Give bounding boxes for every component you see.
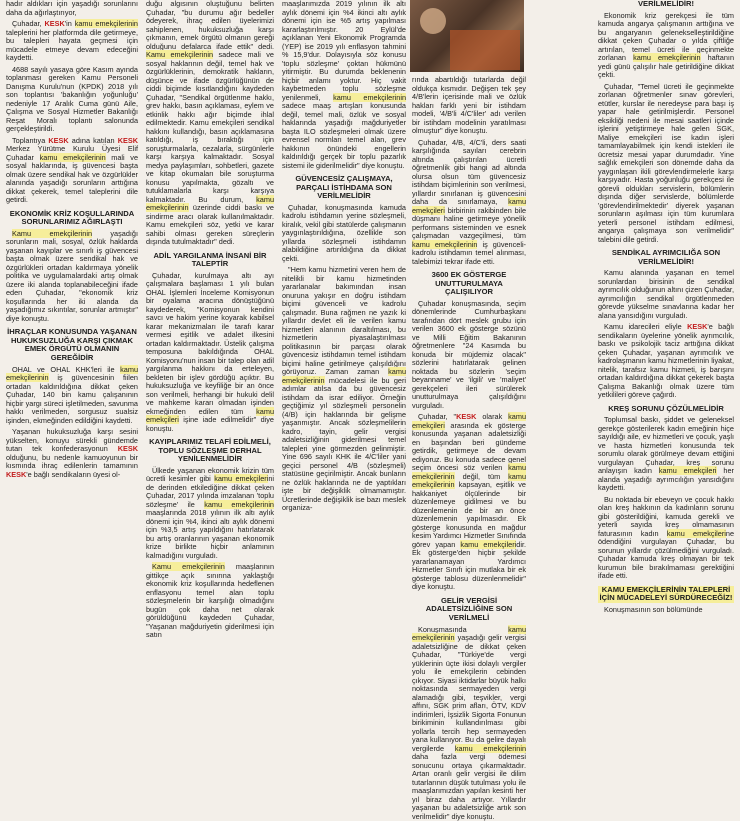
paragraph: Ülkede yaşanan ekonomik krizin tüm ücretli kesimler gibi kamu emekçilerini de derinden etkilediğine dikkat çeken Çuhadar, 2017 yılında imzalanan 'toplu sözleşme' ile kamu emekçilerinin maaşlarında 2018 yılının ilk altı aylık dönemi için %4, ikinci altı aylık dönemi için %3,5 artış yapıldığını hatırlatarak bu artış oranlarının yaşanan ekonomik krize birlikte hiçbir anlamının kalmadığını vurguladı. xyxy=(146,465,274,560)
paragraph: rında abartıldığı tutarlarda değil oldukça kısmıdır. Değişen tek şey 4/B'lerin içerisinde mali ve özlük hakları farklı yeni bir istihdam modeli, '4/B'li 4/C'liler' adı verilen bir istihdam modelinin yaratılması olmuştur" diye konuştu. xyxy=(412,75,526,135)
paragraph: duğu algısının oluştuğunu belirten Çuhadar, "bu durumu ağır bedeller ödeyerek, ihraç edilen üyelerimizi sahiplenen, hukuksuzluğa karşı çıkmanın, emek örgütü olmanın gereği olduğunu defalarca ifade ettik" dedi. Kamu emekçilerinin sadece mali ve sosyal haklarının değil, temel hak ve özgürlüklerinin, demokratik hakların, düşünce ve ifade özgürlüğünün de ciddi biçimde kısıtlandığını kaydeden Çuhadar, "Sendikal örgütlenme hakkı, grev hakkı, basın açıklaması, eylem ve etkinlik hakkı ağır biçimde ihlal edilmektedir. Kamu emekçileri sendikal hakkını kullandığı, basın açıklamasına katıldığı, iş bıraktığı için soruşturmalarla, cezalarla, sürgünlerle karşı karşıya kalmaktadır. Sosyal medya paylaşımları, sohbetleri, gazete ve kitap okumaları bile soruşturma konusu yapılmakta, gözaltı ve tutuklamalarla karşı karşıya kalmaktadır. Bu durum, kamu emekçilerinin üzerinde ciddi baskı ve sindirme aracı olarak kullanılmaktadır. Kamu emekçileri söz, yetki ve karar sahibi olması gereken süreçlerin dışında tutulmaktadır" dedi. xyxy=(146,0,274,246)
subheading: KREŞ SORUNU ÇÖZÜLMELİDİR xyxy=(608,403,724,413)
paragraph: Çuhadar, kurulmaya altı ayı çalışmalara başlaması 1 yılı bulan OHAL İşlemleri İnceleme Komisyonun bir oyalama aracına dönüştüğünü kaydederek, "Komisyonun kendini savcı ve hakim yerine koyarak kabilsel karar mekanizmaları ile tarafı karar vermesi eşitlik ve adalet ilkesini ortadan kaldırmaktadır. Üstelik çalışma temposuna bakıldığında OHAL Komisyonu'nun insan bir talep olan adil yargılanma hakkını da erteleyen, bekleten bir işlev gördüğü açıktır. Bu hukuksuzluğa ve keyfiliğe bir an önce son verilmeli, herhangi bir hukuki delil ve mahkeme kararı olmadan işinden ekmeğinden edilen tüm kamu emekçileri işine iade edilmelidir" diye konuştu. xyxy=(146,270,274,433)
column-4 xyxy=(412,75,526,821)
subheading: KAMU EMEKÇİLERİNİN TALEPLERİ İÇİN MÜCADELEYİ SÜRDÜRECEĞİZ! xyxy=(599,584,733,603)
subheading: SENDİKAL AYRIMCILIĞA SON VERİLMELİDİR! xyxy=(611,248,721,266)
paragraph: Konuşmasının son bölümünde xyxy=(604,605,703,615)
paragraph: Kamu emekçilerinin maaşlarının gittikçe açık sınırına yaklaştığı ekonomik kriz koşullarında hedeflenen enflasyonu temel alan toplu sözleşmelerin bir karşılığı olmadığını bugün çok daha net olarak görüldüğünü kaydeden Çuhadar, "Yaşanan mağduriyetin giderilmesi için satın xyxy=(146,562,275,640)
paragraph: Çuhadar, KESK'in kamu emekçilerinin taleplerini her platformda dile getirmeye, bu talepleri hayata geçmesi için mücadele etmeye devam edeceğini kaydetti. xyxy=(6,19,138,62)
paragraph: Kamu idarecileri eliyle KESK'e bağlı sendikaların üyelerine yönelik ayrımcılık, baskı ve psikolojik taciz arttığına dikkat çeken Çuhadar, yaşanan ayrımcılık ve kadrolaşmanın kamu hizmetlerinin liyakat, nitelik, tarafsız kamu hizmeti, iş barışını ortadan kaldırdığına dikkat çekerek başta Çalışma Bakanlığı olmak üzere tüm yetkilileri göreve çağırdı. xyxy=(598,322,734,400)
subheading: ADİL YARGILANMA İNSANİ BİR TALEPTİR xyxy=(153,250,267,269)
column-2 xyxy=(146,0,274,740)
paragraph: hadır aldıkları için yaşadığı sorunlarını daha da ağırlaştırıyor, xyxy=(6,0,138,17)
paragraph: 4688 sayılı yasaya göre Kasım ayında toplanması gereken Kamu Personeli Danışma Kurulu'nun (KPDK) 2018 yılı son toplantısı 'bakanlığın yoğunluğu' nedeniyle 17 Aralık Cuma günü Aile, Çalışma ve Sosyal Hizmetler Bakanlığı Reşat Moralı toplantı salonunda gerçekleştirildi. xyxy=(6,64,138,133)
subheading: İHRAÇLAR KONUSUNDA YAŞANAN HUKUKSUZLUĞA KARŞI ÇIKMAK EMEK ÖRGÜTÜ OLMANIN GEREĞİDİR xyxy=(7,327,137,362)
paragraph: Toplumsal baskı, şiddet ve geleneksel gerekçe gösterilerek kadın emeğinin hiçe sayıldığı aile, ev hizmetleri ve çocuk, yaşlı ve hasta hizmetleri konusunda tek sorumlu olarak görülmeye devam ettiğini vurgulayan Çuhadar, kreş sorunu anlayışın kadın kamu emekçileri her alanda yaşadığı ayrımcılığın yansıdığını kaydetti. xyxy=(598,415,734,493)
subheading: VERİLMELİDİR! xyxy=(637,0,695,8)
subheading: EKONOMİK KRİZ KOŞULLARINDA SORUNLARIMIZ AĞIRLAŞTI xyxy=(9,208,135,227)
paragraph: Kamu emekçilerinin yaşadığı sorunların mali, sosyal, özlük haklarda yaşanan kayıplar ve sınırlı iş güvencesi başta olmak üzere sendikal hak ve özgürlükleri ortadan kaldırmaya yönelik politika ve uygulamalardaki artış olmak üzere iki alanda toplanabileceğini ifade eden Çuhadar, "ekonomik kriz koşullarında her iki alanda da yaşadığımız sıkıntılar, sorunlar artmıştır" diye konuştu. xyxy=(6,228,138,323)
paragraph: Konuşmasında kamu emekçilerinin yaşadığı gelir vergisi adaletsizliğine de dikkat çeken Çuhadar, "Türkiye'de vergi yüklerinin üçte ikisi dolaylı vergiler yolu ile emekçilerin cebinden çıkıyor. Siyasi iktidarlar büyük halkı noktasında sermayeden vergi alamadığı gibi, teşvikler, vergi affını, SGK prim afları, ÖTV, KDV indirimleri, İşsizlik Sigorta Fonunun birikiminin kullandırılması gibi yollarla tercih hep sermayeden yana kullanıyor. Bu da gelire dayalı vergilerde kamu emekçilerinin daha fazla vergi ödemesi sonucunu ortaya çıkarmaktadır. Artan oranlı gelir vergisi ile dilim tutarlarının düşük tutulması yolu ile maaşlarımızdan yapılan kesinti her yıl biraz daha artıyor. Yıllardır yaşanan bu adaletsizliğe artık son verilmelidir" diye konuştu. xyxy=(412,624,526,821)
paragraph: Çuhadar, "Temel ücreti ile geçinmekte zorlanan öğretmenler sınav görevleri, etütler, kurslar ile neredeyse para başı iş yapar hale getirilmişlerdir. Personel eksikliği nedeni ile mesai saatleri içinde işlerini yetiştirmeye hale gelen SGK, Maliye emekçileri ise kadın işleri tamamlayabilmek için kendi istekleri ile ücretsiz mesai yapar durumdadır. Yine sağlık emekçileri son dönemde daha da yaygınlaşan ikili görevlendirmelerle karşı karşıyadır. Hasta yoğunluğu gerekçesi ile görevli oldukları servislerin, bölümlerin dışında diğer servislerde, bölümlerde 'görevlendirilmektedir' diyerek yaşanan sorunların aşılması için tüm kurumlara yeterli personel istihdam edilmesi, angarya çalışmaya son verilmelidir" talebini dile getirdi. xyxy=(598,81,734,244)
paragraph: Ekonomik kriz gerekçesi ile tüm kamuda angarya çalışmanın arttığına ve bu angaryanın gelenekselleştirildiğine dikkat çeken Çuhadar o yılda çiftliğe artırılan, temel ücreti ile geçinmekte zorlanan kamu emekçilerinin haftanın yedi günü çalışılır hale getirildiğine dikkat çekti. xyxy=(598,10,734,80)
column-3 xyxy=(282,0,406,740)
paragraph: Çuhadar, konuşmasında kamuda kadrolu istihdamın yerine sözleşmeli, kiralık, vekil gibi statülerde çalışmanın yaygınlaştırıldığına, özellikle son yıllarda sözleşmeli istihdamın alabildiğine artırıldığına da dikkat çekti. xyxy=(282,202,406,263)
subheading: 3600 EK GÖSTERGE UNUTTURULMAYA ÇALIŞILIYOR xyxy=(431,270,507,297)
news-photo xyxy=(410,0,524,72)
paragraph: "Hem kamu hizmetini veren hem de nitelikli bir kamu hizmetinden yararlanalar bakımından insan onuruna yakışır en doğru istihdam biçimi güvenceli ve kadrolu çalışmadır. Buna rağmen ne yazık ki yıllardır devlet eli ile verilen kamu hizmetleri alanının daraltılması, bu hizmetlerin piyasalaştırılması politikasının bir parçası olarak güvencesiz istihdamın temel istihdam biçimi haline getirilmeye çalışıldığını görüyoruz. Zaman zaman kamu emekçilerinin mücadelesi ile bu geri adımlar atılsa da bu güvencesiz istihdam da israr ediliyor. Örneğin geçtiğimiz yıl sözleşmeli personelin (4/B) için haklarında bir gelişme yaşanmıştır. Ancak sözleşmelilerin kadro, tayin, gelir vergisi adaletsizliğinin giderilmesi temel talepleri yine görmezden gelinmiştir. Yine 696 sayılı KHK ile 4/C'liler yani geçici personel 4/B (sözleşmeli) statüsüne geçirilmiştir. Ancak bunların ne özlük haklarında ne de yaptıkları işte bir değişiklik olmamamıştır. Ücretlerinde değişiklik ise bazı meslek organiza- xyxy=(282,265,406,513)
paragraph: Çuhadar, "KESK olarak kamu emekçileri arasında ek gösterge konusunda yaşanan adaletsizliği en başından beri gündeme getirdik, getirmeye de devam ediyoruz. Bu konuda sadece genel seçim öncesi söz verilen kamu emekçilerinin değil, tüm kamu emekçilerinin kapsayan, eşitlik ve hakkaniyet ölçülerinde bir düzenlemeye gidilmesi ve bu düzenlemenin de bir an önce düzenlemenin yapılmasıdır. Ek gösterge konusunda en mağdur kesim Yardımcı Hizmetler Sınıfında görev yapan kamu emekçileridir. Ek gösterge'den hiçbir şekilde yararlanamayan Yardımcı Hizmetler Sınıfı için mutlaka bir ek gösterge tablosu düzenlenmelidir" diye konuştu. xyxy=(412,412,526,592)
paragraph: Bu noktada bir ebeveyn ve çocuk hakkı olan kreş hakkının da kadınların sorunu gibi gösterildiğini, kamuda gerekli ve yeterli sayıda kreş olmamasının faturasının kadın kamu emekçilerine ödendiğini vurgulayan Çuhadar, bu sorunun yıllardır çözülmediğini vurguladı. Çuhadar kamuda kreş olmayan bir tek kurumun bile bırakılmaması gerektiğini ifade etti. xyxy=(598,494,735,581)
column-5 xyxy=(598,0,734,740)
column-1 xyxy=(6,0,138,740)
paragraph: Toplantıya KESK adına katılan KESK Merkez Yürütme Kurulu Üyesi Elif Çuhadar kamu emekçilerinin mali ve sosyal haklarında, iş güvencesi başta olmak üzere sendikal hak ve özgürlükler alanında yaşadığı sorunların arttığına dikkat çekerek, temel taleplerini dile getirdi. xyxy=(6,135,139,204)
paragraph: OHAL ve OHAL KHK'leri ile kamu emekçilerinin iş güvencesinin fiilen ortadan kaldırıldığına dikkat çeken Çuhadar, 140 bin kamu çalışanının hiçbir yargı süreci işletilmeden, savunma hakkı verilmeden, sorgusuz sualsiz işinden, ekmeğinden edildiğini kaydetti. xyxy=(6,364,138,425)
paragraph: maaşlarımızda 2019 yılının ilk altı aylık dönemi için %4 ikinci altı aylık dönemi için ise %5 artış yapılması kararlaştırılmıştır. 20 Eylül'de açıklanan Yeni Ekonomik Programda (YEP) ise 2019 yılı enflasyon tahmini % 15,9'dur. Dolayısıyla söz konusu 'toplu sözleşme' çoktan hükmünü yitirmiştir. Bu durumda beklenenin hiçbir anlamı yoktur. Hiç vakit kaybetmeden toplu sözleşme yenilenmeli, kamu emekçilerinin sadece maaş artışları konusunda değil, temel mali, özlük ve sosyal haklarında yaşadığı mağduriyetler başta ILO sözleşmeleri olmak üzere evrensel normları temel alan, grev hakkının önündeki engellerin kaldırıldığı gerçek bir toplu pazarlık sistemi ile giderilmelidir" diye konuştu. xyxy=(282,0,407,170)
paragraph: Yaşanan hukuksuzluğa karşı sesini yükselten, konuyu sürekli gündemde tutan tek konfederasyonun KESK olduğunu, bu nedenle kamuoyunun bir kısmında ihraç edilenlerin tamamının KESK'e bağlı sendikaların üyesi ol- xyxy=(6,427,138,479)
paragraph: Kamu alanında yaşanan en temel sorunlardan birisinin de sendikal ayrımcılık olduğunun altını çizen Çuhadar, ayrımcılığın sendikal örgütlenmeden görevde yükselme sınavlarına kadar her alana yansıdığını vurguladı. xyxy=(598,268,734,320)
subheading: GELİR VERGİSİ ADALETSİZLİĞİNE SON VERİLMELİ xyxy=(425,595,513,622)
paragraph: Çuhadar konuşmasında, seçim dönemlerinde Cumhurbaşkanı tarafından dört meslek grubu için verilen 3600 ek gösterge sözünü ve Milli Eğitim Bakanının öğretmenlere "24 Kasımda bu konuda bir müjdemiz olacak" sözlerini hatırlatarak gelinen noktada bu sözlerin 'seçim beyanname' ve 'ilgili' ve 'maliyet' gerekçeleri ileri sürülerek unutturulmaya çalışıldığını vurguladı. xyxy=(412,298,526,410)
subheading: KAYIPLARIMIZ TELAFİ EDİLMELİ, TOPLU SÖZLEŞME DERHAL YENİLENMELİDİR xyxy=(149,437,271,464)
paragraph: Çuhadar, 4/B, 4/C'li, ders saati karşılığında sayıları cerebrin altında çalıştırılan ücretli öğretmenlik gibi hangi ad altında olursa olsun tüm güvencesiz istihdam biçimlerinin son verilmesi, yıllardır sınırlanan iş güvencesini daha da sınırlamaya, kamu emekçileri birbirinin rakibinden bile düşmanı haline getirmeye yönelik performans sisteminden ve esnek çalışmadan vazgeçilmesi, tüm kamu emekçilerinin iş güvenceli-kadrolu istihdamın temel alınması, talebimizi tekrar ifade etti. xyxy=(412,137,526,266)
subheading: GÜVENCESİZ ÇALIŞMAYA, PARÇALI İSTİHDAMA SON VERİLMELİDİR xyxy=(295,174,393,201)
